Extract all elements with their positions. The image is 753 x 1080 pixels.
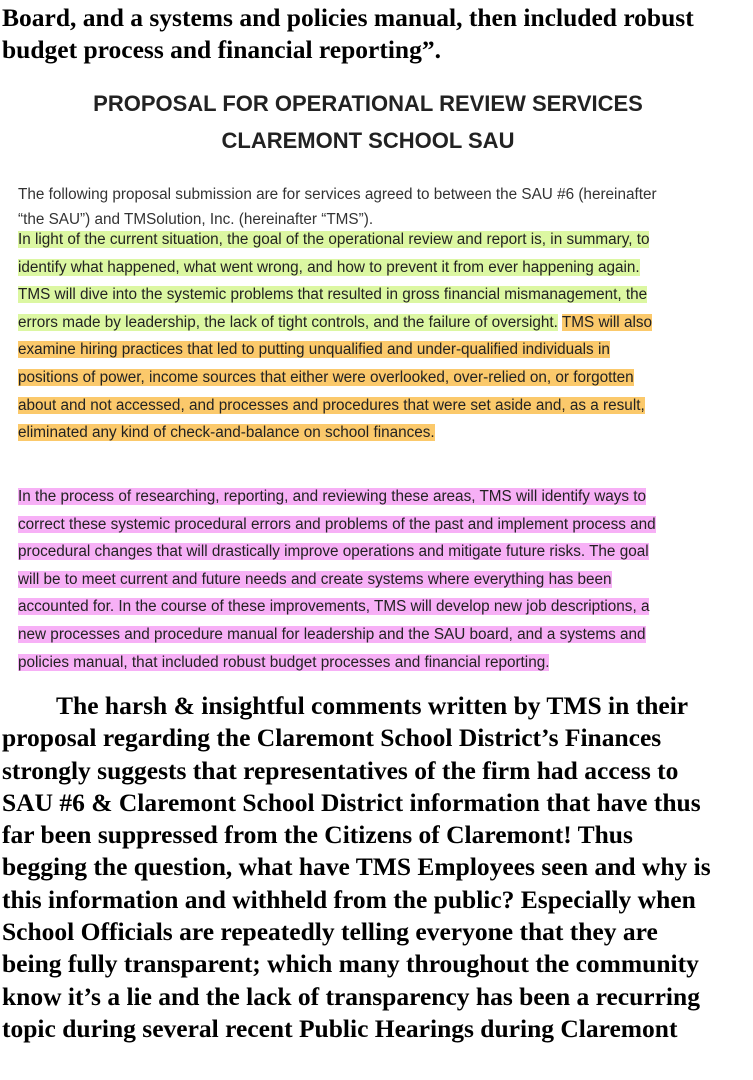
green-highlight: identify what happened, what went wrong, and how to prevent it from ever happening again. [18,258,640,276]
bottom-line: topic during several recent Public Hearings during Claremont [2,1013,678,1043]
orange-highlight: positions of power, income sources that either were overlooked, over-relied on, or forgotten [18,368,634,386]
pink-highlight: procedural changes that will drastically improve operations and mitigate future risks. The goal [18,543,649,561]
bottom-line: begging the question, what have TMS Employees seen and why is [2,852,711,882]
bottom-paragraph [2,690,753,1045]
orange-highlight: TMS will also [561,313,653,331]
pink-highlight: policies manual, that included robust budget processes and financial reporting. [18,653,550,671]
bottom-line: proposal regarding the Claremont School District’s Finances [2,723,662,753]
pink-highlight: correct these systemic procedural errors and problems of the past and implement process and [18,515,656,533]
intro-line: The following proposal submission are for services agreed to between the SAU #6 (hereinafter [18,186,657,203]
highlighted-paragraph-1 [18,226,753,447]
bottom-line: The harsh & insightful comments written by TMS in their [56,691,689,720]
pink-highlight: will be to meet current and future needs and create systems where everything has been [18,570,612,588]
green-highlight: In light of the current situation, the goal of the operational review and report is, in summary, to [18,231,650,248]
bottom-line: strongly suggests that representatives of the firm had access to [2,755,679,785]
green-highlight: TMS will dive into the systemic problems that resulted in gross financial mismanagement, the [18,286,648,304]
pink-highlight: new processes and procedure manual for leadership and the SAU board, and a systems and [18,625,646,643]
bottom-line: know it’s a lie and the lack of transparency has been a recurring [2,981,700,1011]
bottom-line: this information and withheld from the public? Especially when [2,884,696,914]
bottom-line: far been suppressed from the Citizens of Claremont! Thus [2,820,633,850]
bottom-line: SAU #6 & Claremont School District information that have thus [2,787,701,817]
embedded-proposal-excerpt [18,82,753,670]
bottom-line: being fully transparent; which many throughout the community [2,949,699,979]
orange-highlight: examine hiring practices that led to putting unqualified and under-qualified individuals in [18,341,610,359]
orange-highlight: eliminated any kind of check-and-balance on school finances. [18,424,435,442]
top-line: Board, and a systems and policies manual, then included robust [2,3,694,32]
proposal-title: PROPOSAL FOR OPERATIONAL REVIEW SERVICES [93,91,643,116]
proposal-intro [18,182,753,232]
green-highlight: errors made by leadership, the lack of tight controls, and the failure of oversight. [18,313,558,331]
orange-highlight: about and not accessed, and processes and procedures that were set aside and, as a result, [18,396,645,414]
highlighted-paragraph-2 [18,483,753,676]
pink-highlight: accounted for. In the course of these improvements, TMS will develop new job descriptions, a [18,598,650,616]
proposal-subtitle: CLAREMONT SCHOOL SAU [221,128,515,153]
pink-highlight: In the process of researching, reporting, and reviewing these areas, TMS will identify ways to [18,488,647,505]
bottom-line: School Officials are repeatedly telling everyone that they are [2,917,658,947]
top-paragraph [2,2,753,67]
intro-line: “the SAU”) and TMSolution, Inc. (hereinafter “TMS”). [18,211,374,228]
top-line: budget process and financial reporting”. [2,35,441,65]
